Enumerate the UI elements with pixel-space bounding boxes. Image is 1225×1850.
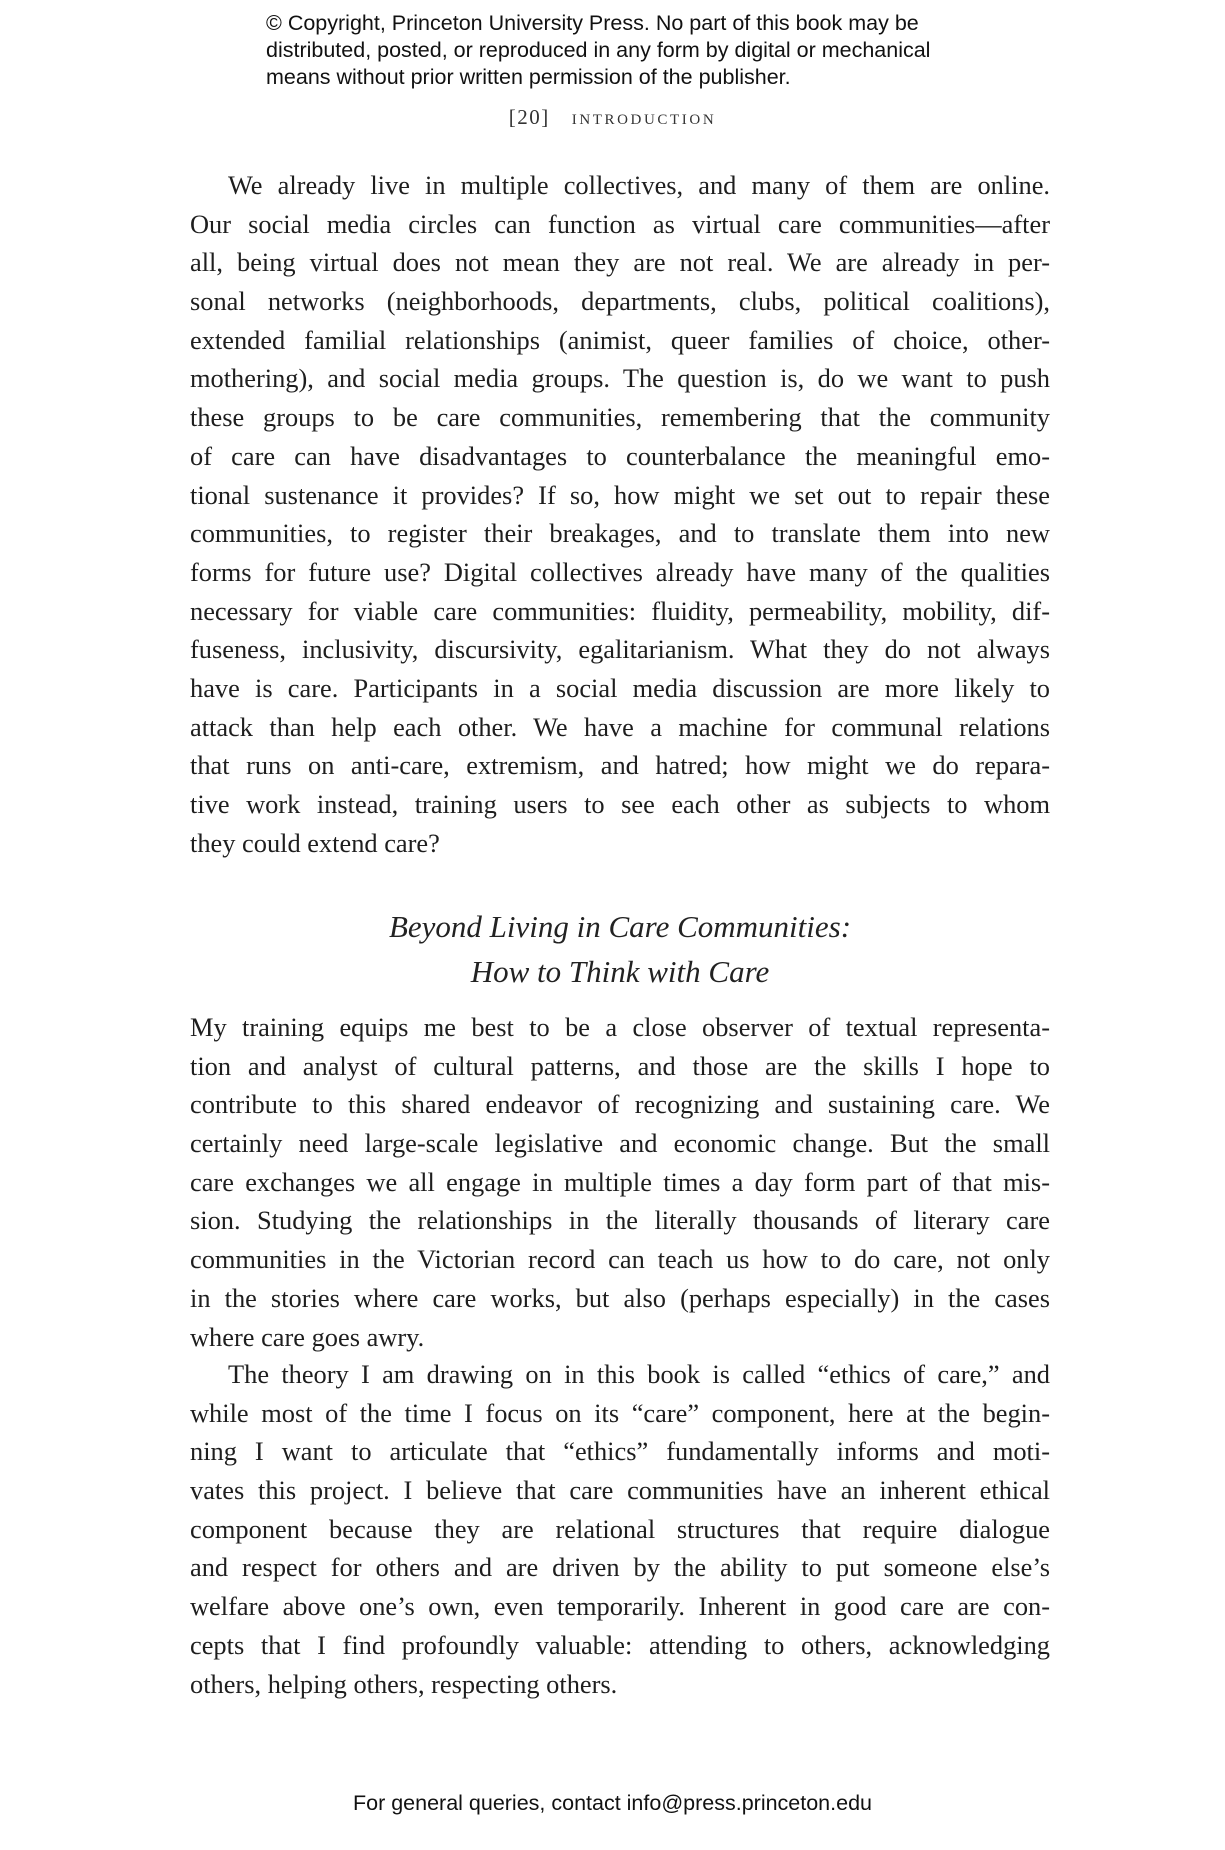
text-line: ning I want to articulate that “ethics” fundamentally informs and moti- [190,1436,1050,1467]
text-line: tive work instead, training users to see each other as subjects to whom [190,789,1050,819]
text-line: forms for future use? Digital collectives already have many of the qualities [190,556,1050,587]
copyright-line: means without prior written permission of the publisher. [266,65,791,89]
text-line: vates this project. I believe that care communities have an inherent ethical [190,1475,1050,1506]
text-line: in the stories where care works, but also (perhaps especially) in the cases [190,1282,1050,1313]
text-line: component because they are relational structures that require dialogue [190,1513,1050,1544]
text-line: tion and analyst of cultural patterns, and those are the skills I hope to [190,1050,1050,1081]
text-line: communities, to register their breakages, and to translate them into new [190,518,1050,549]
text-line: mothering), and social media groups. The question is, do we want to push [190,363,1050,394]
text-line: My training equips me best to be a close observer of textual representa- [190,1012,1050,1042]
paragraph-1 [190,166,1050,862]
text-line: others, helping others, respecting others. [190,1668,618,1699]
text-line: care exchanges we all engage in multiple times a day form part of that mis- [190,1166,1050,1197]
running-head [0,104,1225,130]
text-line: all, being virtual does not mean they are not real. We are already in per- [190,247,1050,278]
section-heading-line-2: How to Think with Care [470,954,770,989]
text-line: cepts that I find profoundly valuable: attending to others, acknowledging [190,1629,1050,1660]
text-line: communities in the Victorian record can teach us how to do care, not only [190,1244,1050,1275]
text-line: We already live in multiple collectives, and many of them are online. [228,170,1050,200]
copyright-line: © Copyright, Princeton University Press. No part of this book may be [266,11,919,35]
text-line: and respect for others and are driven by the ability to put someone else’s [190,1552,1050,1583]
text-line: attack than help each other. We have a machine for communal relations [190,711,1050,742]
text-line: sonal networks (neighborhoods, departments, clubs, political coalitions), [190,286,1050,317]
text-line: these groups to be care communities, remembering that the community [190,402,1050,433]
text-line: while most of the time I focus on its “care” component, here at the begin- [190,1397,1050,1428]
section-heading [190,904,1050,994]
copyright-line: distributed, posted, or reproduced in any form by digital or mechanical [266,38,931,62]
text-line: tional sustenance it provides? If so, how might we set out to repair these [190,479,1050,510]
section-heading-line-1: Beyond Living in Care Communities: [388,909,852,944]
copyright-notice [266,10,1026,91]
text-line: Our social media circles can function as virtual care communities—after [190,208,1050,239]
text-line: necessary for viable care communities: fluidity, permeability, mobility, dif- [190,595,1050,626]
text-line: certainly need large-scale legislative and economic change. But the small [190,1128,1050,1159]
text-line: where care goes awry. [190,1321,425,1352]
text-line: they could extend care? [190,827,440,858]
paragraph-2 [190,1008,1050,1356]
text-line: The theory I am drawing on in this book is called “ethics of care,” and [228,1359,1050,1389]
text-line: that runs on anti-care, extremism, and hatred; how might we do repara- [190,750,1050,781]
footer-contact: For general queries, contact info@press.princeton.edu [352,1791,872,1815]
text-line: sion. Studying the relationships in the literally thousands of literary care [190,1205,1050,1236]
paragraph-3 [190,1355,1050,1703]
text-line: of care can have disadvantages to counterbalance the meaningful emo- [190,440,1050,471]
text-line: have is care. Participants in a social media discussion are more likely to [190,672,1050,703]
text-line: fuseness, inclusivity, discursivity, egalitarianism. What they do not always [190,634,1050,665]
section-title: introduction [571,104,717,129]
text-line: welfare above one’s own, even temporarily. Inherent in good care are con- [190,1591,1050,1622]
text-line: contribute to this shared endeavor of recognizing and sustaining care. We [190,1089,1050,1120]
text-line: extended familial relationships (animist, queer families of choice, other- [190,324,1050,355]
page-number: [20] [508,105,550,129]
